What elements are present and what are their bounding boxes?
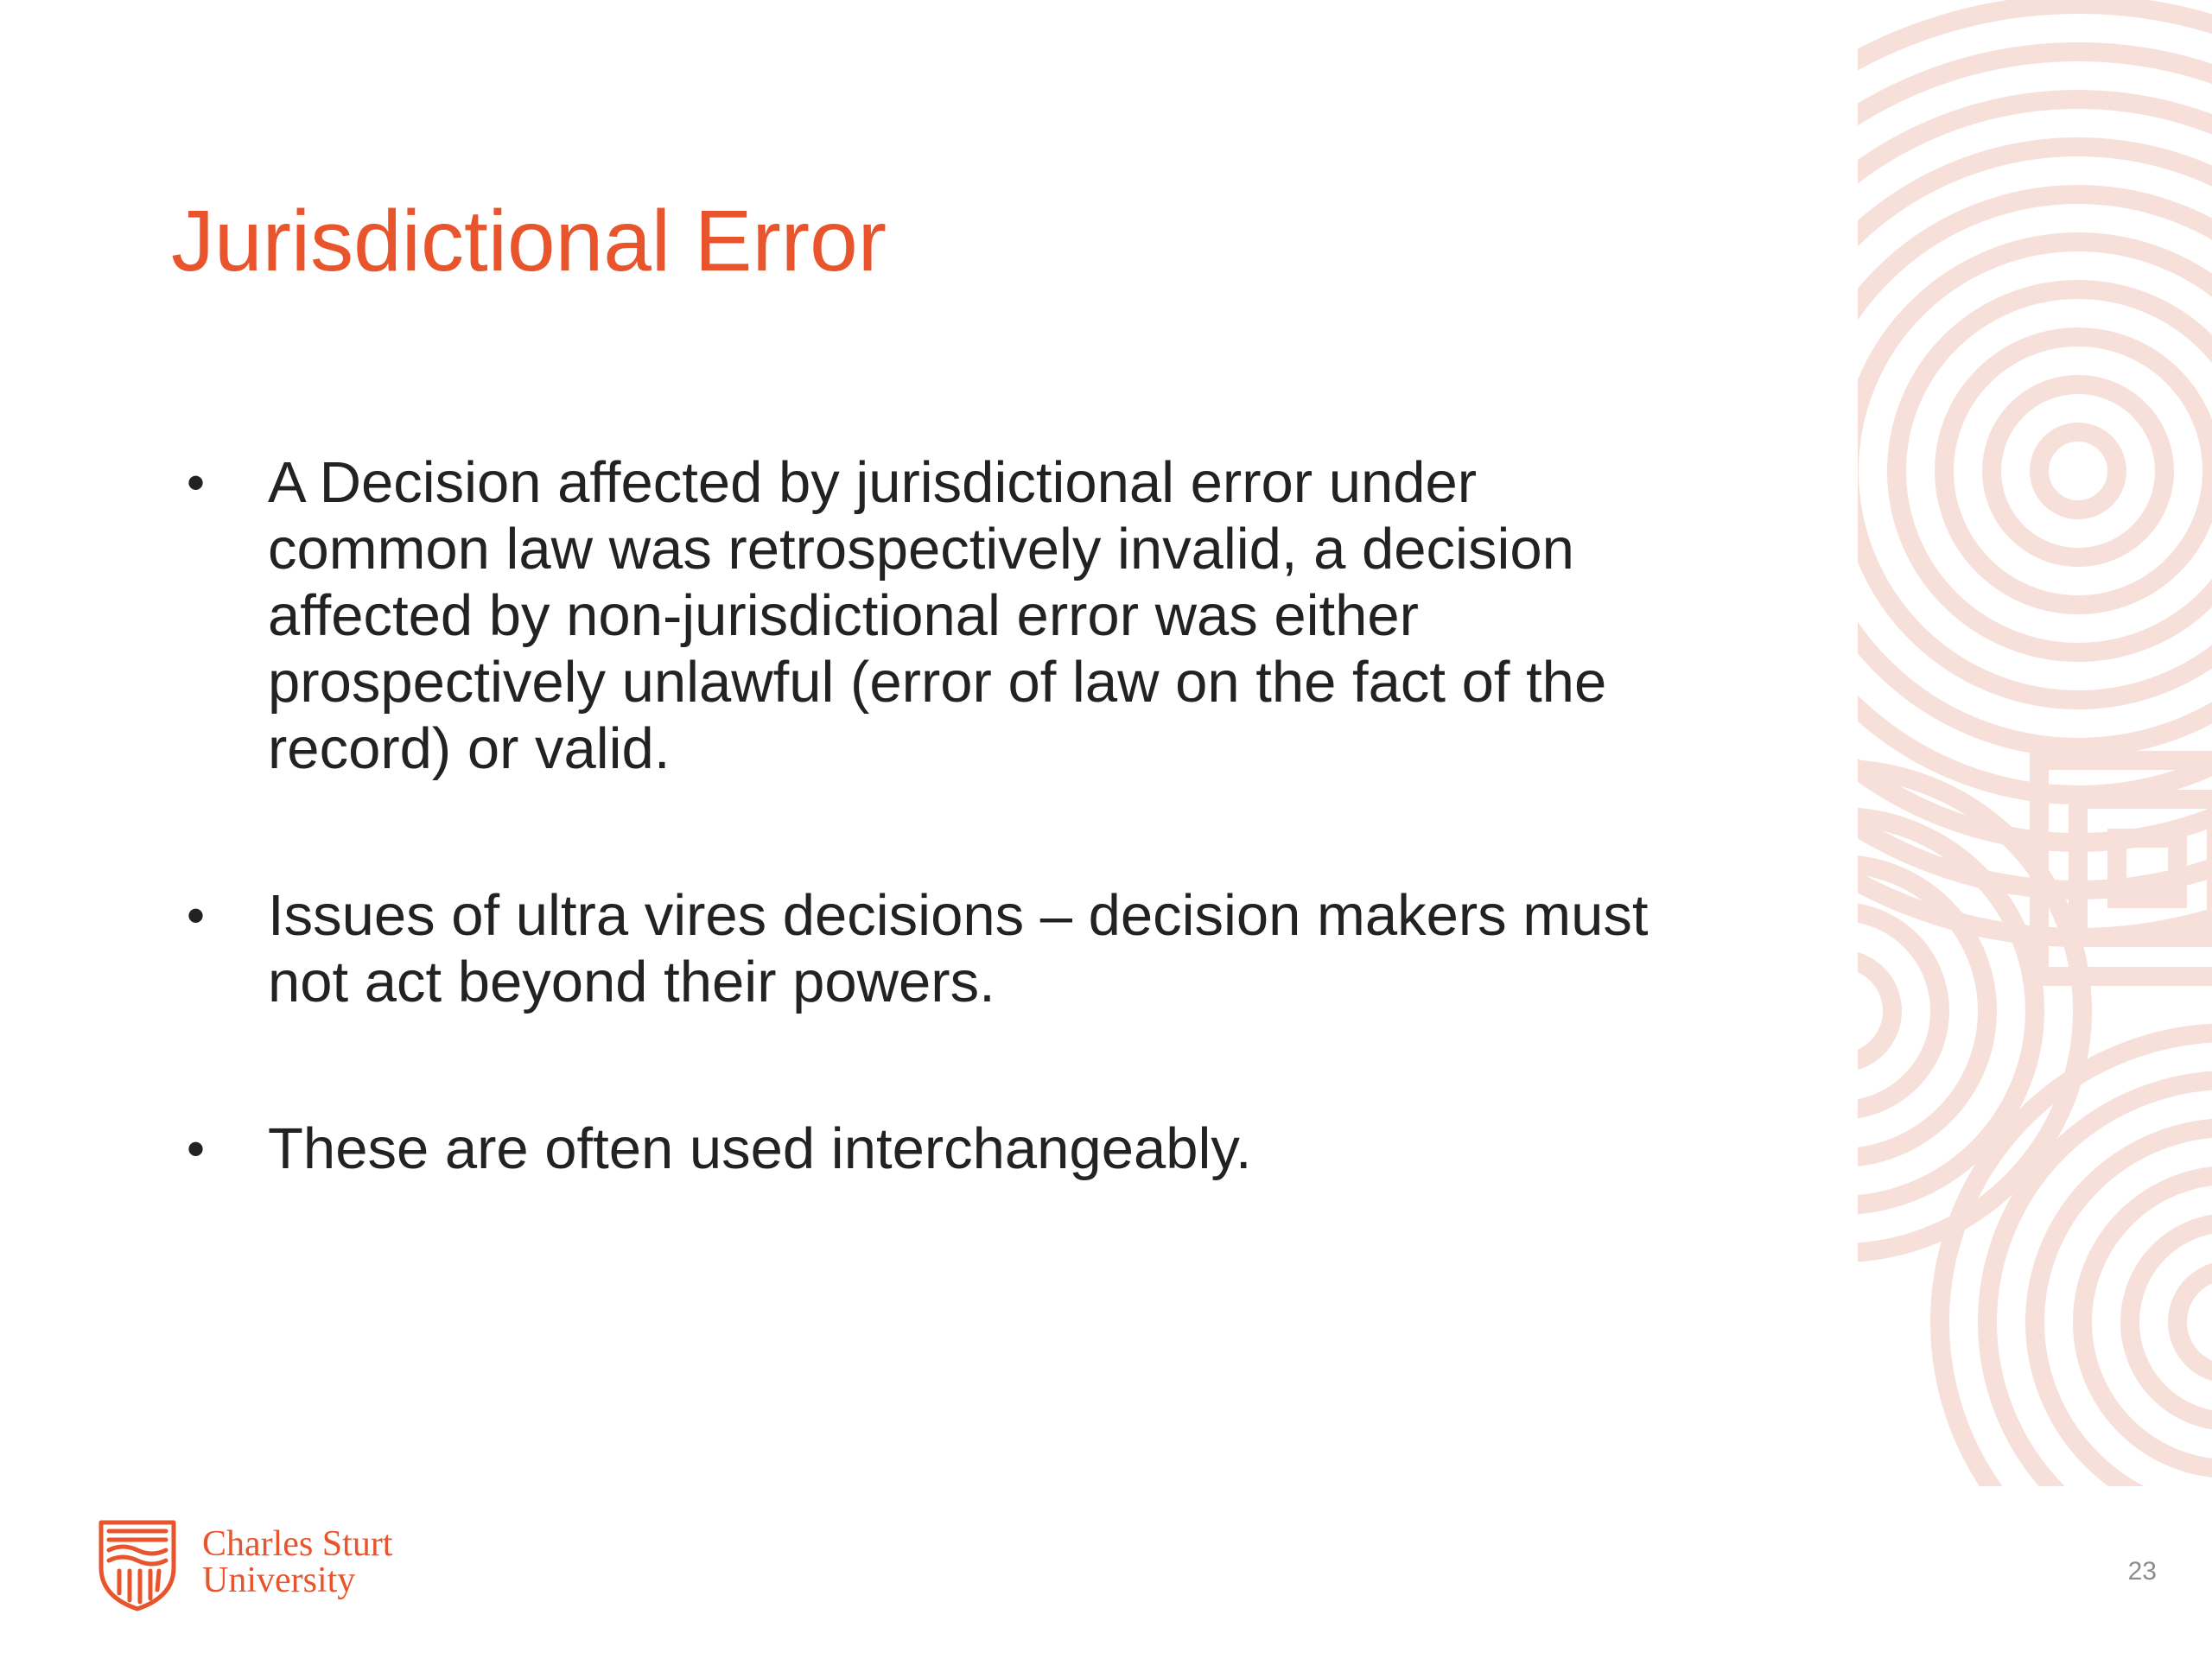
concentric-circles-bottom xyxy=(1940,1033,2212,1486)
bullet-line: not act beyond their powers. xyxy=(268,950,995,1014)
bullet-item xyxy=(171,882,1778,1015)
logo-line-1: Charles Sturt xyxy=(202,1524,393,1564)
slide-title: Jurisdictional Error xyxy=(171,193,887,289)
bullet-marker: • xyxy=(187,454,206,512)
decorative-pattern xyxy=(1858,0,2212,1486)
bullet-line: common law was retrospectively invalid, a decision xyxy=(268,517,1574,582)
bullet-line: These are often used interchangeably. xyxy=(268,1116,1252,1181)
page-number: 23 xyxy=(2127,1557,2157,1586)
bullet-line: A Decision affected by jurisdictional error under xyxy=(268,450,1478,515)
bullet-marker: • xyxy=(187,887,206,944)
bullet-line: Issues of ultra vires decisions – decision makers must xyxy=(268,883,1649,948)
university-logo xyxy=(97,1517,425,1612)
logo-line-2: University xyxy=(202,1560,356,1600)
bullet-list xyxy=(171,449,1778,1282)
bullet-line: affected by non-jurisdictional error was either xyxy=(268,583,1419,648)
bullet-line: prospectively unlawful (error of law on the fact of the xyxy=(268,650,1607,715)
bullet-marker: • xyxy=(187,1120,206,1178)
logo-wordmark xyxy=(202,1526,392,1599)
shield-logo-icon xyxy=(97,1517,178,1612)
bullet-item xyxy=(171,1116,1778,1182)
bullet-line: record) or valid. xyxy=(268,716,671,781)
bullet-item xyxy=(171,449,1778,782)
